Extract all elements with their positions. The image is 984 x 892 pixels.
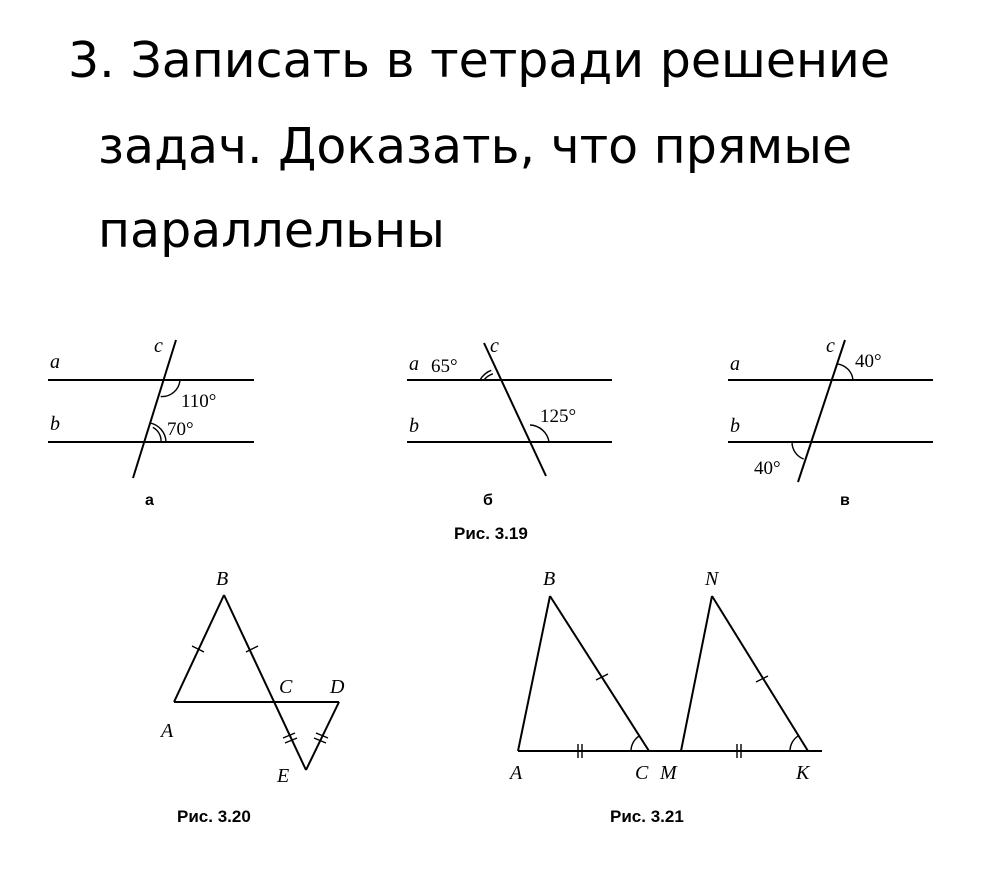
label-b: b	[409, 415, 419, 437]
label-c: c	[490, 335, 499, 357]
line-c	[484, 343, 546, 476]
figure-3-19-b	[407, 335, 612, 509]
point-label-A: A	[510, 762, 523, 784]
angle-label-110: 110°	[181, 391, 217, 412]
subfigure-label-b: б	[483, 492, 493, 509]
angle-label-40-bottom: 40°	[754, 458, 781, 479]
figure-3-20	[159, 568, 345, 787]
point-label-C: C	[279, 676, 293, 698]
angle-arc-C	[631, 736, 639, 751]
label-a: a	[730, 353, 740, 375]
segment-BE	[224, 595, 306, 770]
point-label-A: A	[161, 720, 174, 742]
angle-label-65: 65°	[431, 356, 458, 377]
point-label-K: K	[796, 762, 810, 784]
label-a: a	[409, 353, 419, 375]
point-label-B: B	[216, 568, 229, 590]
point-label-E: E	[277, 765, 290, 787]
point-label-C: C	[635, 762, 649, 784]
point-label-N: N	[705, 568, 719, 590]
angle-arc-70-inner	[153, 427, 161, 442]
angle-arc-40-bottom	[792, 442, 804, 459]
subfigure-label-c: в	[840, 492, 850, 509]
angle-arc-40-top	[837, 364, 853, 380]
label-c: c	[154, 335, 163, 357]
task-title-line-1: 3. Записать в тетради решение	[68, 32, 890, 89]
segment-AB	[518, 596, 550, 751]
task-title-line-3: параллельны	[98, 202, 445, 259]
line-c	[133, 340, 176, 478]
angle-arc-125	[530, 425, 549, 442]
figure-3-19-c	[728, 335, 933, 509]
caption-fig-3-21: Рис. 3.21	[610, 807, 684, 826]
point-label-M: M	[660, 762, 677, 784]
caption-fig-3-19: Рис. 3.19	[454, 524, 528, 543]
label-b: b	[50, 413, 60, 435]
label-a: a	[50, 351, 60, 373]
angle-label-125: 125°	[540, 406, 577, 427]
task-title-line-2: задач. Доказать, что прямые	[98, 118, 853, 175]
segment-AB	[174, 595, 224, 702]
segment-BC	[550, 596, 649, 751]
label-b: b	[730, 415, 740, 437]
angle-label-70: 70°	[167, 419, 194, 440]
label-c: c	[826, 335, 835, 357]
figure-3-19-a	[48, 335, 254, 509]
line-c	[798, 340, 845, 482]
angle-arc-K	[790, 736, 799, 751]
point-label-B: B	[543, 568, 556, 590]
segment-MN	[681, 596, 712, 751]
subfigure-label-a: а	[145, 492, 154, 509]
figure-3-21	[508, 568, 822, 784]
segment-NK	[712, 596, 808, 751]
point-label-D: D	[330, 676, 345, 698]
angle-label-40-top: 40°	[855, 351, 882, 372]
caption-fig-3-20: Рис. 3.20	[177, 807, 251, 826]
